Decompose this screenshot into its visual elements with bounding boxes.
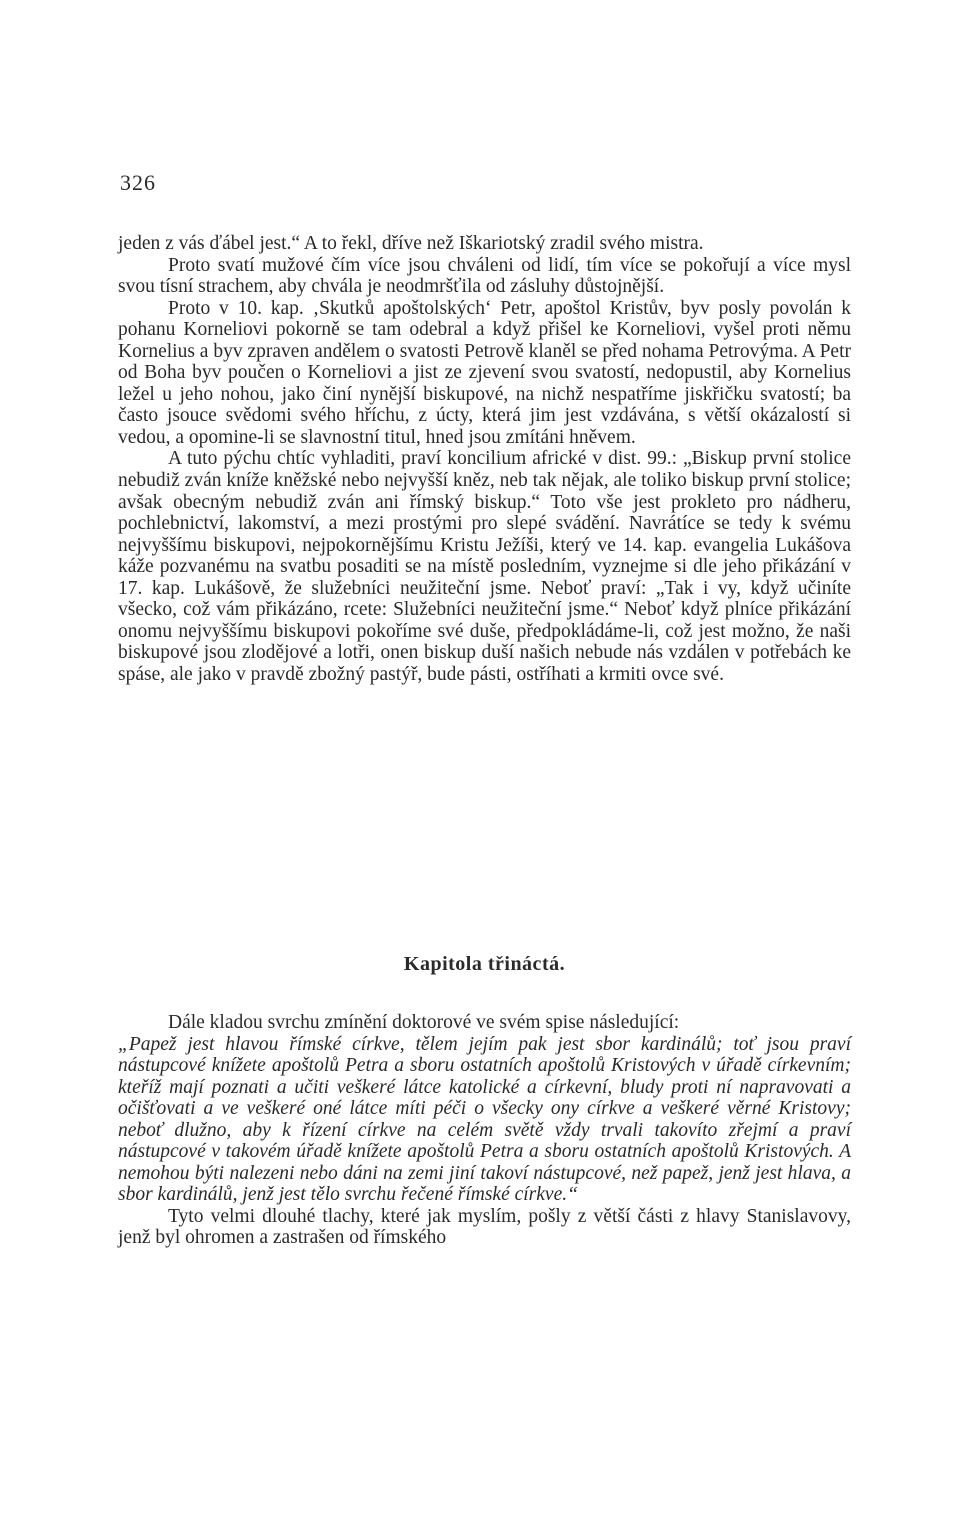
- paragraph-acts-peter: Proto v 10. kap. ‚Skutků apoštolských‘ Petr, apoštol Kristův, byv posly povolán k pohanu Korneliovi pokorně se tam odebral a když přišel ke Korneliovi, vyšel proti němu Kornelius a byv zpraven andělem o svatosti Petrově klaněl se před nohama Petrovýma. A Petr od Boha byv poučen o Korneliovi a jist ze zjevení svou svatostí, nedopustil, aby Kornelius ležel u jeho nohou, jako činí nynější biskupové, na nichž nespatříme jiskřičku svatostí; ba často jsouce svědomi svého hříchu, z úcty, která jim jest vzdávána, s větší okázalostí si vedou, a opomine-li se slavnostní titul, hned jsou zmítáni hněvem.: [118, 297, 851, 448]
- paragraph-holy-men: Proto svatí mužové čím více jsou chváleni od lidí, tím více se pokořují a více mysl svou tísní strachem, aby chvála je neodmršťila od zásluhy důstojnější.: [118, 254, 851, 298]
- paragraph-doctors-intro: Dále kladou svrchu zmínění doktorové ve svém spise následující:: [168, 1012, 680, 1033]
- quote-pope-cardinals: „Papež jest hlavou římské církve, tělem jejím pak jest sbor kardinálů; toť jsou praví nástupcové knížete apoštolů Petra a sboru ostatních apoštolů Kristových v úřadě církevním; kteříž mají poznati a učiti veškeré látce katolické a církevní, bludy proti ní napravovati a očišťovati a ve veškeré oné látce míti péči o všecky ony církve a veškeré věrné Kristovy; neboť dlužno, aby k řízení církve na celém světě vždy trvali takovíto zřejmí a praví nástupcové v takovém úřadě knížete apoštolů Petra a sboru ostatních apoštolů Kristových. A nemohou býti nalezeni nebo dáni na zemi jiní takoví nástupcové, než papež, jenž jest hlava, a sbor kardinálů, jenž jest tělo svrchu řečené římské církve.“: [118, 1033, 851, 1206]
- chapter-heading: Kapitola třináctá.: [403, 953, 566, 975]
- paragraph-stanislav: Tyto velmi dlouhé tlachy, které jak myslím, pošly z větší části z hlavy Stanislavovy, jenž byl ohromen a zastrašen od římského: [118, 1205, 851, 1249]
- paragraph-council-africa: A tuto pýchu chtíc vyhladiti, praví koncilium africké v dist. 99.: „Biskup první stolice nebudiž zván kníže kněžské nebo nejvyšší kněz, neb tak nějak, ale toliko biskup první stolice; avšak obecným nebudiž zván ani římský biskup.“ Toto vše jest prokleto pro nádheru, pochlebnictví, lakomství, a mezi prostými pro slepé svádění. Navrátíce se tedy k svému nejvyššímu biskupovi, nejpokornějšímu Kristu Ježíši, který ve 14. kap. evangelia Lukášova káže pozvanému na svatbu posaditi se na místě posledním, vyznejme si dle jeho přikázání v 17. kap. Lukášově, že služebníci neužiteční jsme. Neboť praví: „Tak i vy, když učiníte všecko, což vám přikázáno, rcete: Služebníci neužiteční jsme.“ Neboť když plníce přikázání onomu nejvyššímu biskupovi pokoříme své duše, předpokládáme-li, což jest možno, že naši biskupové jsou zlodějové a lotři, onen biskup duší našich nebude nás vzdálen v potřebách ke spáse, ale jako v pravdě zbožný pastýř, bude pásti, ostříhati a krmiti ovce své.: [118, 448, 851, 685]
- text-section-2: [118, 1012, 851, 1249]
- text-section-1: [118, 233, 851, 685]
- page-number: 326: [120, 170, 156, 195]
- paragraph-continuation: jeden z vás ďábel jest.“ A to řekl, dříve než Iškariotský zradil svého mistra.: [118, 233, 704, 254]
